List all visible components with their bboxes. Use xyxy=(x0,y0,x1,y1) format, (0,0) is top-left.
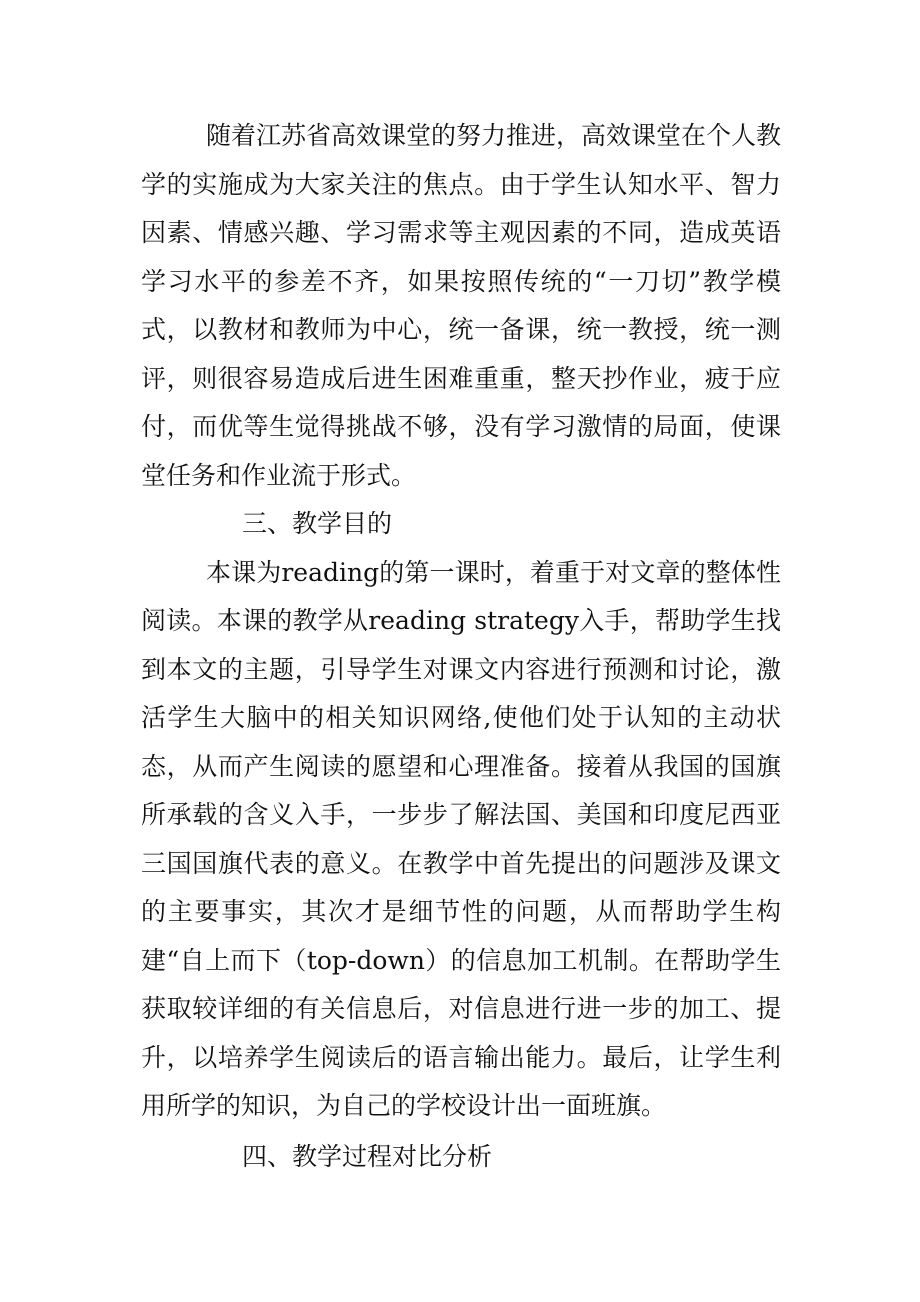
paragraph-teaching-goals: 本课为reading的第一课时，着重于对文章的整体性阅读。本课的教学从reading strategy入手，帮助学生找到本文的主题，引导学生对课文内容进行预测和讨论，激活学生大脑中的相关知识网络,使他们处于认知的主动状态，从而产生阅读的愿望和心理准备。接着从我国的国旗所承载的含义入手，一步步了解法国、美国和印度尼西亚三国国旗代表的意义。在教学中首先提出的问题涉及课文的主要事实，其次才是细节性的问题，从而帮助学生构建“自上而下（top-down）的信息加工机制。在帮助学生获取较详细的有关信息后，对信息进行进一步的加工、提升，以培养学生阅读后的语言输出能力。最后，让学生利用所学的知识，为自己的学校设计出一面班旗。 xyxy=(141,557,781,1120)
section-heading-teaching-goals: 三、教学目的 xyxy=(242,509,393,538)
section-heading-process-analysis: 四、教学过程对比分析 xyxy=(242,1141,493,1171)
document-body xyxy=(141,112,781,1181)
paragraph-intro: 随着江苏省高效课堂的努力推进，高效课堂在个人教学的实施成为大家关注的焦点。由于学生认知水平、智力因素、情感兴趣、学习需求等主观因素的不同，造成英语学习水平的参差不齐，如果按照传统的“一刀切”教学模式，以教材和教师为中心，统一备课，统一教授，统一测评，则很容易造成后进生困难重重，整天抄作业，疲于应付，而优等生觉得挑战不够，没有学习激情的局面，使课堂任务和作业流于形式。 xyxy=(141,121,782,490)
